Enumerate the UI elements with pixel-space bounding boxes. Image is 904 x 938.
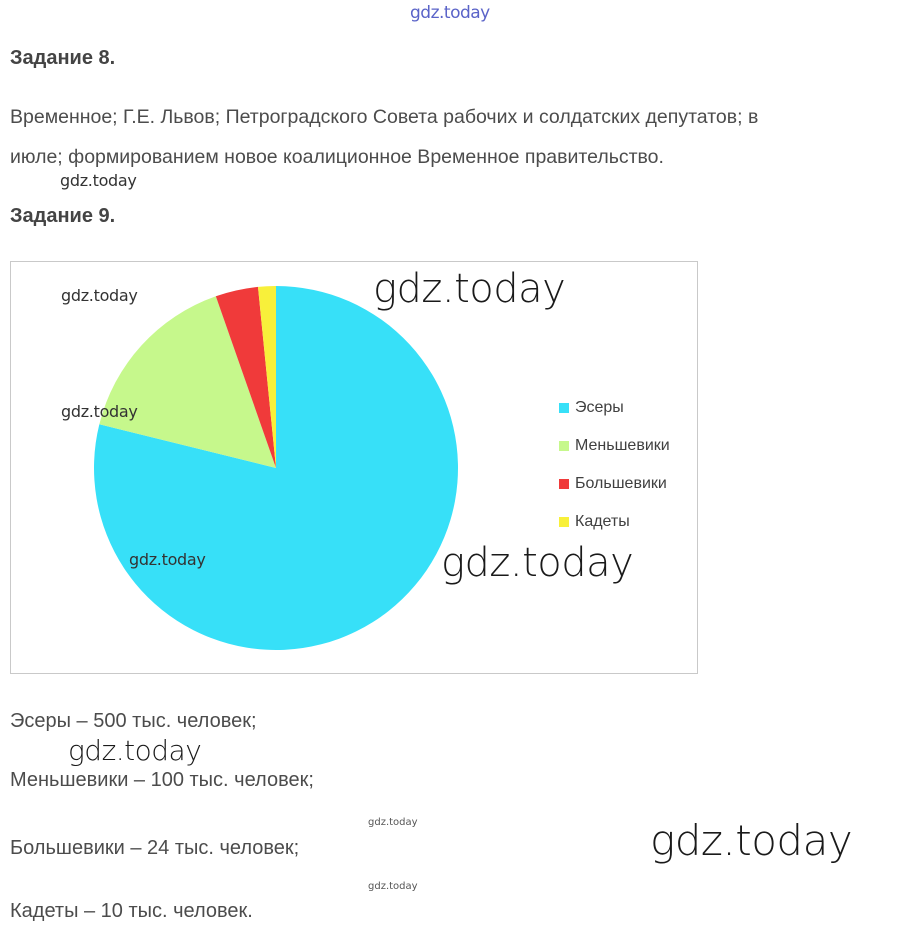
legend-item — [559, 475, 667, 493]
pie-chart — [11, 262, 697, 673]
legend-label: Большевики — [575, 475, 667, 492]
watermark-top: gdz.today — [410, 3, 490, 23]
watermark-small-2: gdz.today — [61, 286, 138, 305]
watermark-small-3: gdz.today — [61, 402, 138, 421]
list-item: Эсеры – 500 тыс. человек; — [10, 710, 257, 732]
legend-swatch — [559, 403, 569, 413]
watermark-big-3: gdz.today — [68, 734, 202, 767]
task8-heading: Задание 8. — [10, 47, 116, 69]
legend-swatch — [559, 517, 569, 527]
watermark-big-4: gdz.today — [650, 816, 853, 865]
legend-item — [559, 437, 670, 455]
legend-item — [559, 513, 630, 531]
legend-item — [559, 399, 624, 417]
legend-label: Эсеры — [575, 399, 624, 416]
list-item: Меньшевики – 100 тыс. человек; — [10, 769, 314, 791]
list-item: Большевики – 24 тыс. человек; — [10, 837, 300, 859]
task8-line1: Временное; Г.Е. Львов; Петроградского Совета рабочих и солдатских депутатов; в — [10, 106, 759, 128]
legend-swatch — [559, 441, 569, 451]
chart-frame — [10, 261, 698, 674]
legend-label: Меньшевики — [575, 437, 670, 454]
task8-line2: июле; формированием новое коалиционное Временное правительство. — [10, 146, 664, 168]
watermark-big-1: gdz.today — [373, 266, 566, 312]
watermark-small-4: gdz.today — [129, 550, 206, 569]
watermark-small-1: gdz.today — [60, 171, 137, 190]
watermark-tiny-2: gdz.today — [368, 881, 418, 892]
watermark-big-2: gdz.today — [441, 540, 634, 586]
legend-swatch — [559, 479, 569, 489]
task9-heading: Задание 9. — [10, 205, 116, 227]
list-item: Кадеты – 10 тыс. человек. — [10, 900, 253, 922]
legend-label: Кадеты — [575, 513, 630, 530]
watermark-tiny-1: gdz.today — [368, 817, 418, 828]
